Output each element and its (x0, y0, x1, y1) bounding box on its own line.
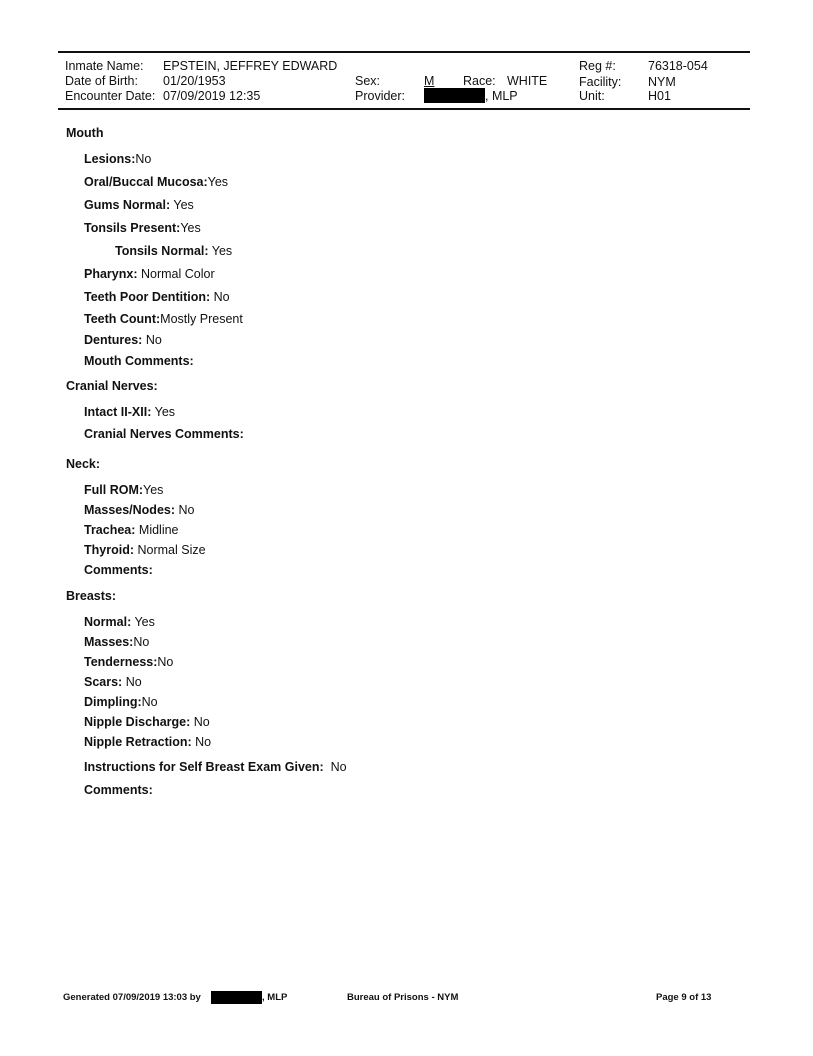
field-label: Teeth Poor Dentition: (84, 290, 211, 304)
field-value: No (145, 333, 162, 347)
field-label: Lesions: (84, 152, 136, 166)
mouth-pharynx (84, 267, 215, 281)
encounter-label: Encounter Date: (65, 89, 156, 103)
breasts-scars (84, 675, 142, 689)
field-value: No (141, 695, 158, 709)
field-label: Instructions for Self Breast Exam Given: (84, 760, 324, 774)
section-mouth: Mouth (66, 126, 104, 140)
field-label: Nipple Discharge: (84, 715, 191, 729)
field-value: Normal Color (140, 267, 215, 281)
footer-page-number: Page 9 of 13 (656, 992, 712, 1003)
footer-generated-suffix: , MLP (262, 992, 288, 1003)
mouth-mucosa (84, 175, 228, 189)
field-label: Masses: (84, 635, 134, 649)
race: WHITE (507, 74, 548, 88)
provider-suffix: , MLP (485, 89, 518, 103)
footer-generated: Generated 07/09/2019 13:03 by (63, 992, 201, 1003)
field-label: Full ROM: (84, 483, 144, 497)
field-value: Mostly Present (160, 312, 243, 326)
section-neck: Neck: (66, 457, 101, 471)
field-label: Tenderness: (84, 655, 158, 669)
field-label: Nipple Retraction: (84, 735, 192, 749)
footer-redaction (211, 991, 262, 1004)
breasts-self-exam (84, 760, 347, 774)
sex: M (424, 74, 435, 88)
field-value: No (193, 715, 210, 729)
field-label: Dimpling: (84, 695, 142, 709)
field-value: Normal Size (137, 543, 206, 557)
breasts-discharge (84, 715, 210, 729)
dob: 01/20/1953 (163, 74, 226, 88)
field-label: Trachea: (84, 523, 136, 537)
mouth-gums (84, 198, 194, 212)
field-label: Oral/Buccal Mucosa: (84, 175, 208, 189)
section-cranial-nerves: Cranial Nerves: (66, 379, 158, 393)
breasts-tenderness (84, 655, 173, 669)
breasts-comments (84, 783, 153, 797)
field-value: Yes (143, 483, 164, 497)
field-label: Cranial Nerves Comments: (84, 427, 244, 441)
mouth-comments (84, 354, 194, 368)
field-label: Comments: (84, 783, 153, 797)
unit: H01 (648, 89, 671, 103)
mouth-dentures (84, 333, 162, 347)
field-value: No (135, 152, 152, 166)
header-top-rule (58, 51, 750, 53)
field-value: Midline (138, 523, 179, 537)
field-label: Masses/Nodes: (84, 503, 176, 517)
neck-thyroid (84, 543, 206, 557)
mouth-lesions (84, 152, 151, 166)
field-value: No (157, 655, 174, 669)
field-label: Teeth Count: (84, 312, 161, 326)
unit-label: Unit: (579, 89, 605, 103)
dob-label: Date of Birth: (65, 74, 138, 88)
neck-rom (84, 483, 163, 497)
field-value: No (178, 503, 195, 517)
field-value: No (133, 635, 150, 649)
cranial-comments (84, 427, 244, 441)
facility: NYM (648, 75, 676, 89)
provider-redaction (424, 88, 485, 103)
race-label: Race: (463, 74, 496, 88)
neck-masses (84, 503, 194, 517)
section-breasts: Breasts: (66, 589, 117, 603)
field-value: Yes (180, 221, 201, 235)
field-value: Yes (207, 175, 229, 189)
inmate-name: EPSTEIN, JEFFREY EDWARD (163, 59, 338, 73)
breasts-normal (84, 615, 155, 629)
sex-label: Sex: (355, 74, 381, 88)
field-label: Pharynx: (84, 267, 138, 281)
inmate-name-label: Inmate Name: (65, 59, 144, 73)
breasts-dimpling (84, 695, 158, 709)
neck-trachea (84, 523, 179, 537)
mouth-dentition (84, 290, 230, 304)
field-value: No (213, 290, 230, 304)
breasts-masses (84, 635, 149, 649)
field-value: Yes (134, 615, 155, 629)
facility-label: Facility: (579, 75, 622, 89)
breasts-retraction (84, 735, 211, 749)
field-value: Yes (154, 405, 176, 419)
reg-label: Reg #: (579, 59, 616, 73)
field-label: Tonsils Present: (84, 221, 181, 235)
field-value: Yes (211, 244, 233, 258)
mouth-tonsils-normal (115, 244, 232, 258)
encounter-date: 07/09/2019 12:35 (163, 89, 261, 103)
field-label: Thyroid: (84, 543, 134, 557)
reg-number: 76318-054 (648, 59, 708, 73)
field-label: Intact II-XII: (84, 405, 152, 419)
field-value: Yes (173, 198, 194, 212)
header-bottom-rule (58, 108, 750, 110)
neck-comments (84, 563, 153, 577)
cranial-intact (84, 405, 175, 419)
field-value: No (125, 675, 142, 689)
field-value: No (195, 735, 212, 749)
field-label: Dentures: (84, 333, 143, 347)
provider-label: Provider: (355, 89, 406, 103)
field-label: Gums Normal: (84, 198, 171, 212)
mouth-tonsils-present (84, 221, 201, 235)
field-label: Comments: (84, 563, 153, 577)
field-value: No (330, 760, 347, 774)
field-label: Scars: (84, 675, 123, 689)
field-label: Mouth Comments: (84, 354, 194, 368)
field-label: Tonsils Normal: (115, 244, 209, 258)
footer-org: Bureau of Prisons - NYM (347, 992, 459, 1003)
mouth-teeth-count (84, 312, 243, 326)
field-label: Normal: (84, 615, 132, 629)
